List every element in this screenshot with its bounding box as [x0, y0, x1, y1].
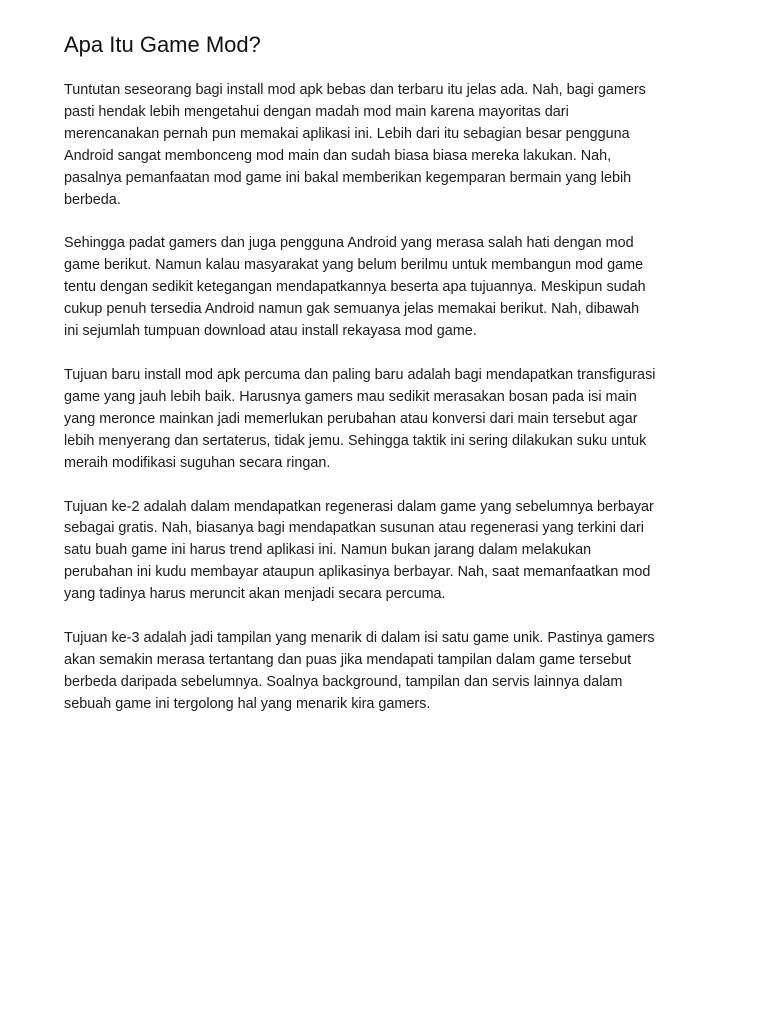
paragraph-line: akan semakin merasa tertantang dan puas jika mendapati tampilan dalam game tersebut — [64, 651, 632, 668]
paragraph-line: merencanakan pernah pun memakai aplikasi ini. Lebih dari itu sebagian besar pengguna — [64, 125, 630, 142]
paragraph-line: cukup penuh tersedia Android namun gak semuanya jelas memakai berikut. Nah, dibawah — [64, 301, 640, 318]
paragraph-line: lebih menyerang dan sertaterus, tidak jemu. Sehingga taktik ini sering dilakukan suku untuk — [64, 432, 647, 449]
paragraph-2 — [64, 233, 706, 343]
paragraph-line: Tujuan baru install mod apk percuma dan paling baru adalah bagi mendapatkan transfigurasi — [64, 366, 656, 383]
paragraph-line: ini sejumlah tumpuan download atau install rekayasa mod game. — [64, 323, 477, 340]
paragraph-3 — [64, 365, 706, 475]
paragraph-5 — [64, 628, 706, 716]
paragraph-line: pasalnya pemanfaatan mod game ini bakal memberikan kegemparan bermain yang lebih — [64, 169, 632, 186]
paragraph-line: berbeda. — [64, 191, 121, 208]
paragraph-line: game berikut. Namun kalau masyarakat yang belum berilmu untuk membangun mod game — [64, 257, 644, 274]
document-title: Apa Itu Game Mod? — [64, 32, 261, 57]
paragraph-line: meraih modifikasi suguhan secara ringan. — [64, 454, 331, 471]
paragraph-line: Sehingga padat gamers dan juga pengguna Android yang merasa salah hati dengan mod — [64, 235, 634, 252]
paragraph-line: Tuntutan seseorang bagi install mod apk bebas dan terbaru itu jelas ada. Nah, bagi gamers — [64, 82, 646, 98]
paragraph-line: sebuah game ini tergolong hal yang menarik kira gamers. — [64, 695, 431, 712]
paragraph-line: yang tadinya harus meruncit akan menjadi secara percuma. — [64, 586, 446, 603]
document-page — [64, 30, 706, 738]
paragraph-line: pasti hendak lebih mengetahui dengan madah mod main karena mayoritas dari — [64, 103, 569, 120]
paragraph-line: Tujuan ke-2 adalah dalam mendapatkan regenerasi dalam game yang sebelumnya berbayar — [64, 498, 654, 515]
paragraph-line: perubahan ini kudu membayar ataupun aplikasinya berbayar. Nah, saat memanfaatkan mod — [64, 564, 651, 581]
paragraph-line: game yang jauh lebih baik. Harusnya gamers mau sedikit merasakan bosan pada isi main — [64, 388, 637, 405]
paragraph-line: yang meronce mainkan jadi memerlukan perubahan atau konversi dari main tersebut agar — [64, 410, 638, 427]
paragraph-line: Android sangat membonceng mod main dan sudah biasa biasa mereka lakukan. Nah, — [64, 147, 612, 164]
paragraph-4 — [64, 497, 706, 607]
paragraph-line: Tujuan ke-3 adalah jadi tampilan yang menarik di dalam isi satu game unik. Pastinya gamers — [64, 630, 655, 647]
paragraph-line: tentu dengan sedikit ketegangan mendapatkannya beserta apa tujuannya. Meskipun sudah — [64, 279, 646, 296]
paragraph-line: sebagai gratis. Nah, biasanya bagi mendapatkan susunan atau regenerasi yang terkini dari — [64, 520, 644, 537]
paragraph-1 — [64, 80, 706, 211]
paragraph-line: berbeda daripada sebelumnya. Soalnya background, tampilan dan servis lainnya dalam — [64, 673, 623, 690]
paragraph-line: satu buah game ini harus trend aplikasi ini. Namun bukan jarang dalam melakukan — [64, 542, 592, 559]
